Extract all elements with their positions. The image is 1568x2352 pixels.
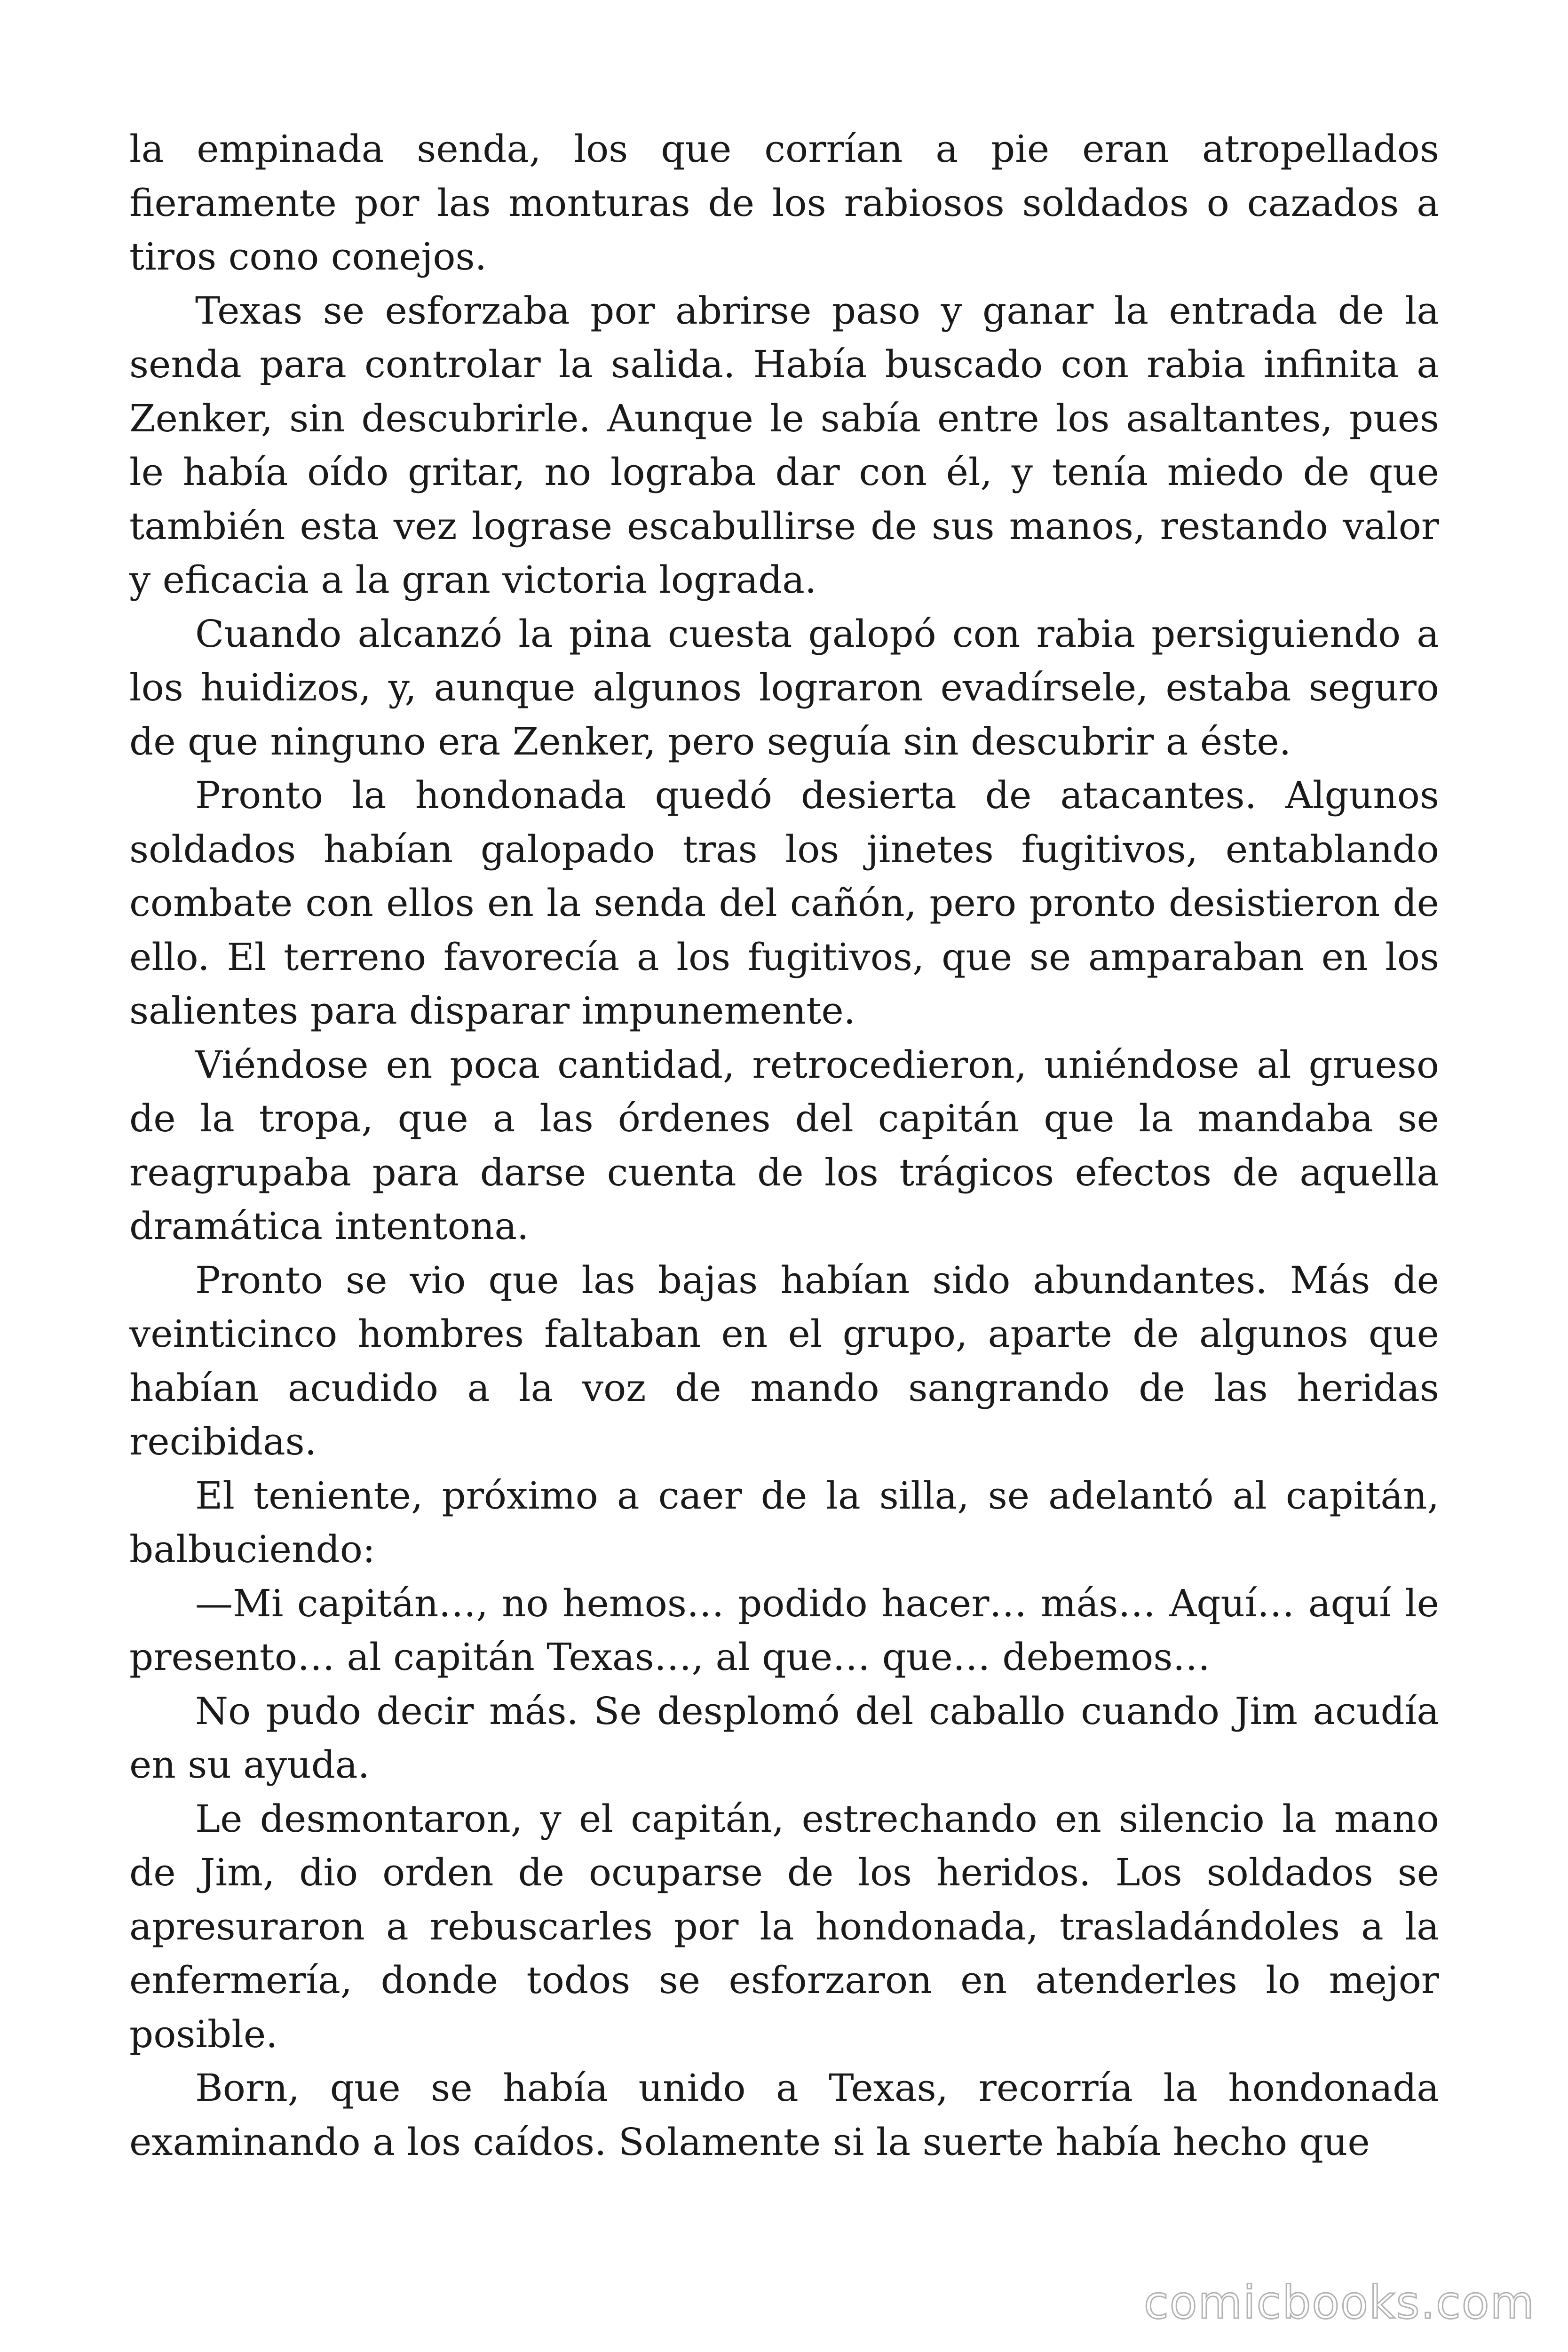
- paragraph-7: El teniente, próximo a caer de la silla, se adelantó al capitán, balbuciendo:: [129, 1473, 1439, 1571]
- paragraph-9: No pudo decir más. Se desplomó del caballo cuando Jim acudía en su ayuda.: [129, 1689, 1439, 1787]
- paragraph-2: Texas se esforzaba por abrirse paso y ganar la entrada de la senda para controlar la salida. Había buscado con rabia infinita a Zenker, sin descubrirle. Aunque le sabía entre los asaltantes, pues le había oído gritar, no lograba dar con él, y tenía miedo de que también esta vez lograse escabullirse de sus manos, restando valor y eficacia a la gran victoria lograda.: [129, 288, 1439, 602]
- paragraph-10: Le desmontaron, y el capitán, estrechando en silencio la mano de Jim, dio orden de ocuparse de los heridos. Los soldados se apresuraron a rebuscarles por la hondonada, trasladándoles a la enfermería, donde todos se esforzaron en atenderles lo mejor posible.: [129, 1796, 1439, 2056]
- paragraph-5: Viéndose en poca cantidad, retrocedieron, uniéndose al grueso de la tropa, que a las órdenes del capitán que la mandaba se reagrupaba para darse cuenta de los trágicos efectos de aquella dramática intentona.: [129, 1042, 1439, 1248]
- paragraph-1: la empinada senda, los que corrían a pie eran atropellados fieramente por las monturas de los rabiosos soldados o cazados a tiros cono conejos.: [129, 127, 1439, 278]
- body-text: [129, 122, 1439, 2169]
- paragraph-4: Pronto la hondonada quedó desierta de atacantes. Algunos soldados habían galopado tras los jinetes fugitivos, entablando combate con ellos en la senda del cañón, pero pronto desistieron de ello. El terreno favorecía a los fugitivos, que se amparaban en los salientes para disparar impunemente.: [129, 773, 1439, 1033]
- watermark: comicbooks.com: [1143, 2276, 1535, 2329]
- paragraph-6: Pronto se vio que las bajas habían sido abundantes. Más de veinticinco hombres faltaban en el grupo, aparte de algunos que habían acudido a la voz de mando sangrando de las heridas recibidas.: [129, 1258, 1439, 1463]
- paragraph-3: Cuando alcanzó la pina cuesta galopó con rabia persiguiendo a los huidizos, y, aunque algunos lograron evadírsele, estaba seguro de que ninguno era Zenker, pero seguía sin descubrir a éste.: [129, 612, 1439, 763]
- paragraph-8: —Mi capitán…, no hemos… podido hacer… más… Aquí… aquí le presento… al capitán Texas…, al que… que… debemos…: [129, 1581, 1439, 1679]
- paragraph-11: Born, que se había unido a Texas, recorría la hondonada examinando a los caídos. Solamente si la suerte había hecho que: [129, 2066, 1439, 2164]
